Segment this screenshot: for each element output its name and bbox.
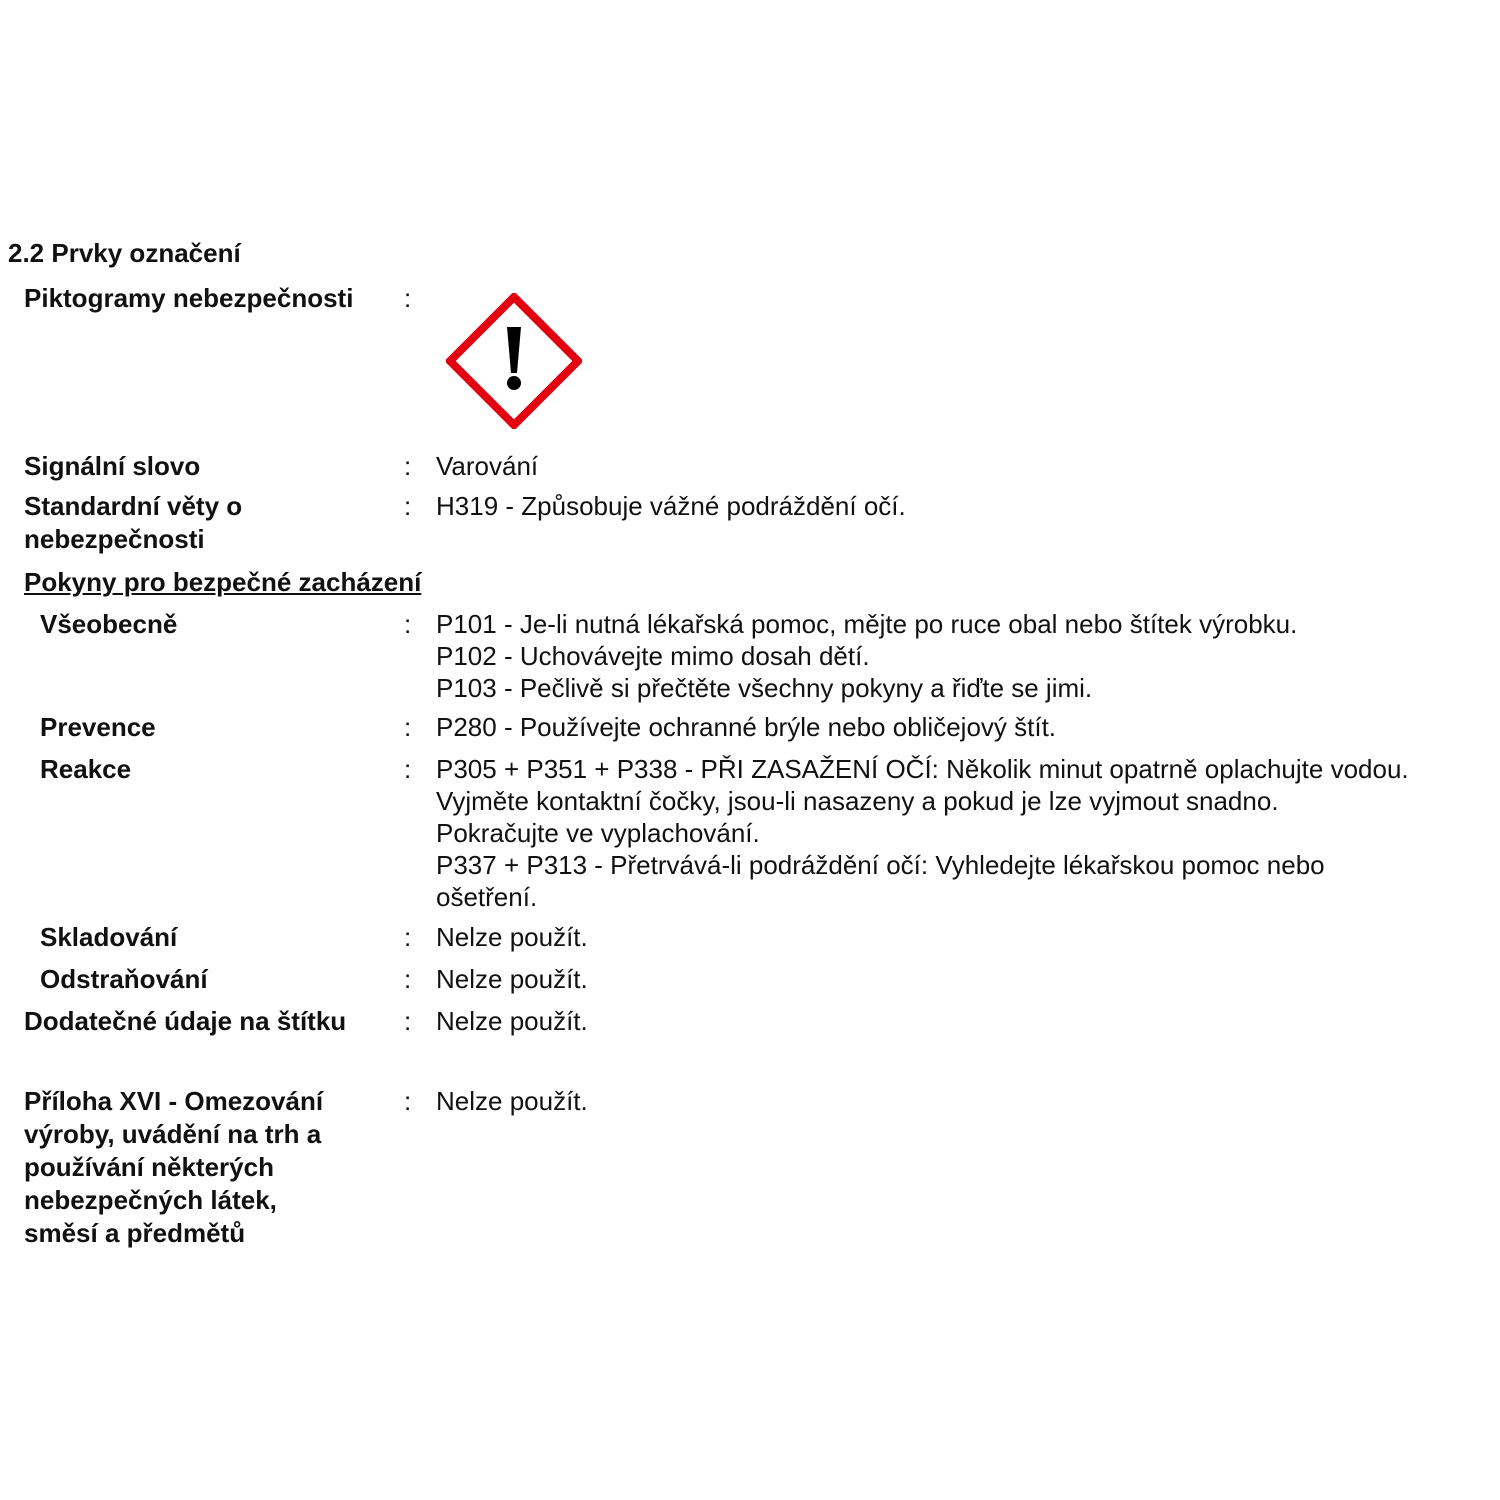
annex-xvi-label-line: používání některých (24, 1152, 274, 1182)
pictograms-label: Piktogramy nebezpečnosti (24, 283, 354, 313)
statement-line: Vyjměte kontaktní čočky, jsou-li nasazeny a pokud je lze vyjmout snadno. (436, 786, 1279, 816)
general-value (436, 608, 1496, 704)
disposal-text: Nelze použít. (436, 964, 588, 994)
pictograms-colon: : (404, 283, 412, 313)
annex-xvi-label-line: Příloha XVI - Omezování (24, 1086, 324, 1116)
statement-line: Pokračujte ve vyplachování. (436, 818, 760, 848)
annex-xvi-label (24, 1085, 394, 1250)
annex-xvi-label-line: směsí a předmětů (24, 1218, 246, 1248)
precautionary-heading: Pokyny pro bezpečné zacházení (24, 567, 422, 597)
prevention-colon: : (404, 712, 412, 742)
disposal-colon: : (404, 964, 412, 994)
annex-xvi-value (436, 1085, 1496, 1117)
statement-line: ošetření. (436, 882, 538, 912)
annex-xvi-colon: : (404, 1086, 412, 1116)
signal-word-colon: : (404, 451, 412, 481)
hazard-statements-label-line: Standardní věty o (24, 491, 243, 521)
hazard-statements-label-line: nebezpečnosti (24, 524, 205, 554)
annex-xvi-label-line: nebezpečných látek, (24, 1185, 277, 1215)
response-colon: : (404, 754, 412, 784)
ghs07-exclamation-mark-icon (446, 293, 582, 429)
annex-xvi-text: Nelze použít. (436, 1086, 588, 1116)
disposal-value (436, 963, 1496, 995)
hazard-statements-colon: : (404, 491, 412, 521)
signal-word-value (436, 450, 1496, 482)
supplemental-text: Nelze použít. (436, 1006, 588, 1036)
statement-line: P337 + P313 - Přetrvává-li podráždění očí: Vyhledejte lékařskou pomoc nebo (436, 850, 1325, 880)
supplemental-label: Dodatečné údaje na štítku (24, 1006, 347, 1036)
hazard-statement-h319: H319 - Způsobuje vážné podráždění očí. (436, 491, 906, 521)
prevention-label: Prevence (40, 712, 156, 742)
prevention-value (436, 711, 1496, 743)
section-heading: 2.2 Prvky označení (8, 238, 241, 268)
signal-word-label: Signální slovo (24, 451, 201, 481)
storage-value (436, 921, 1496, 953)
statement-line: P101 - Je-li nutná lékařská pomoc, mějte po ruce obal nebo štítek výrobku. (436, 609, 1298, 639)
hazard-statements-value (436, 490, 1496, 522)
statement-line: P305 + P351 + P338 - PŘI ZASAŽENÍ OČÍ: Několik minut opatrně oplachujte vodou. (436, 754, 1409, 784)
storage-colon: : (404, 922, 412, 952)
general-label: Všeobecně (40, 609, 178, 639)
supplemental-colon: : (404, 1006, 412, 1036)
general-colon: : (404, 609, 412, 639)
disposal-label: Odstraňování (40, 964, 208, 994)
response-label: Reakce (40, 754, 132, 784)
supplemental-value (436, 1005, 1496, 1037)
storage-label: Skladování (40, 922, 178, 952)
statement-line: P280 - Používejte ochranné brýle nebo obličejový štít. (436, 712, 1057, 742)
storage-text: Nelze použít. (436, 922, 588, 952)
response-value (436, 753, 1496, 913)
signal-word-text: Varování (436, 451, 539, 481)
statement-line: P103 - Pečlivě si přečtěte všechny pokyny a řiďte se jimi. (436, 673, 1093, 703)
annex-xvi-label-line: výroby, uvádění na trh a (24, 1119, 322, 1149)
statement-line: P102 - Uchovávejte mimo dosah dětí. (436, 641, 870, 671)
hazard-statements-label (24, 490, 394, 556)
